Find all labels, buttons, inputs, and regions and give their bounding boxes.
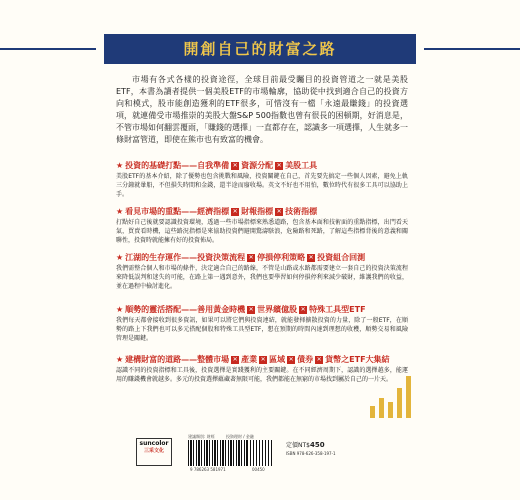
heading-part: 特殊工具型ETF <box>309 305 366 314</box>
heading-part: 善用黃金時機 <box>197 305 246 314</box>
cross-icon: ✕ <box>232 161 238 169</box>
cross-icon: ✕ <box>308 253 314 261</box>
section-heading: ★ 投資的基礎打點——自我準備 ✕ 資源分配 ✕ 美股工具 <box>116 161 318 170</box>
section-5 <box>116 354 408 384</box>
star-icon: ★ <box>116 253 124 262</box>
intro-paragraph: 市場有各式各樣的投資途徑，全球目前最受矚目的投資管道之一就是美股ETF，本書為讀者提供一個美股ETF的市場輪廓，協助從中找到適合自己的投資方向和模式，股市能創造獲利的ETF很多，可惜沒有一檔「永遠最賺錢」的投資選項，就連備受市場推崇的美股大盤S&P 500指數也曾有很長的困頓期，好消息是，不管市場如何翻雲覆雨，「賺錢的選擇」一直都存在，認識多一項選擇，人生就多一條財富管道，即使在熊市也有致富的機會。 <box>116 75 408 144</box>
heading-part: 資源分配 <box>241 161 274 170</box>
heading-part: 自我準備 <box>197 161 230 170</box>
heading-part: 投資組合回測 <box>317 253 366 262</box>
price-label: 定價NT$450 <box>286 441 325 449</box>
heading-part: 世界繽億股 <box>257 305 298 314</box>
decorative-bar <box>370 406 375 418</box>
isbn-text: ISBN 978-626-358-197-1 <box>286 451 336 456</box>
heading-part: 整體市場 <box>197 355 230 364</box>
cross-icon: ✕ <box>260 355 266 363</box>
decorative-bar <box>388 402 393 418</box>
cross-icon: ✕ <box>232 207 238 215</box>
publisher-logo: suncolor 三采文化 <box>136 438 172 466</box>
section-body: 我們每天都會接收到很多資訊，如果可以將它們與投資連結，就能發揮擴散投資的力量，除了一般ETF，在順勢的路上下我們也可以多元搭配個股和特殊工具型ETF，想在預期的時間內達到理想的收穫，順勢交易和風險管理是關鍵。 <box>116 317 408 342</box>
heading-part: 經濟指標 <box>197 207 230 216</box>
section-2 <box>116 206 408 245</box>
section-1 <box>116 160 408 199</box>
price-value: 450 <box>309 441 325 449</box>
barcode-number: 00450 <box>252 467 265 472</box>
title-rule-right <box>424 48 520 50</box>
heading-part: 美股工具 <box>285 161 318 170</box>
barcode-number: 9 786263 581971 <box>190 467 226 472</box>
barcode-category-label: 投資理財 / 金融 <box>226 434 254 439</box>
star-icon: ★ <box>116 305 124 314</box>
isbn-barcode <box>188 440 248 466</box>
heading-part: 投資決策流程 <box>197 253 246 262</box>
section-heading: ★ 順勢的靈活搭配——善用黃金時機 ✕ 世界繽億股 ✕ 特殊工具型ETF <box>116 305 366 314</box>
section-4 <box>116 304 408 343</box>
cross-icon: ✕ <box>276 161 282 169</box>
decorative-bar <box>406 376 411 418</box>
heading-part: 貨幣之ETF大集結 <box>325 355 390 364</box>
cross-icon: ✕ <box>288 355 294 363</box>
star-icon: ★ <box>116 161 124 170</box>
section-body: 打點好自己後就要認識投資環境，透過一些市場指標來熟悉道路，包含基本面和技術面的重點指標，出門看天氣，買賣看時機，這些路況指標是來協助投資們避開驚濤駭浪，危險路和死路，了解這些指標背後的意義和關聯性，投資時就能擁有好的投資佈局。 <box>116 219 408 244</box>
section-heading: ★ 建構財富的道路——整體市場 ✕ 產業 ✕ 區域 ✕ 債券 ✕ 貨幣之ETF大集結 <box>116 355 390 364</box>
section-3 <box>116 252 408 291</box>
heading-part: 技術指標 <box>285 207 318 216</box>
cross-icon: ✕ <box>248 253 254 261</box>
price-barcode <box>250 440 272 466</box>
heading-part: 債券 <box>297 355 314 364</box>
heading-part: 產業 <box>241 355 258 364</box>
cross-icon: ✕ <box>300 305 306 313</box>
barcode-category-label: 建議類別: 財經 <box>188 434 215 439</box>
cross-icon: ✕ <box>232 355 238 363</box>
heading-part: 停損停利策略 <box>257 253 306 262</box>
title-banner <box>104 34 416 64</box>
star-icon: ★ <box>116 207 124 216</box>
decorative-bar <box>379 398 384 418</box>
cross-icon: ✕ <box>316 355 322 363</box>
cross-icon: ✕ <box>276 207 282 215</box>
section-heading: ★ 看見市場的重點——經濟指標 ✕ 財報指標 ✕ 技術指標 <box>116 207 318 216</box>
title-rule-left <box>0 48 96 50</box>
star-icon: ★ <box>116 355 124 364</box>
cross-icon: ✕ <box>248 305 254 313</box>
section-body: 認識不同的投資指標和工具後，投資選擇是實踐獲利的主要關鍵。在不同經濟周期下，認識的選擇越多，能運用的賺錢機會就越多。多元的投資選擇蘊藏著無限可能，我們都能在無窮的市場找到屬於自己的一片天。 <box>116 367 408 383</box>
section-heading: ★ 江湖的生存運作——投資決策流程 ✕ 停損停利策略 ✕ 投資組合回測 <box>116 253 366 262</box>
heading-part: 財報指標 <box>241 207 274 216</box>
heading-part: 區域 <box>269 355 286 364</box>
decorative-bar <box>397 388 402 418</box>
section-body: 我們需整合個人和市場的條件，決定適合自己的路線，不管是山路或水路都需要建立一套自己的投資決策流程來降低誤判和迷失的可能，在路上第一遇到意外，我們也要學習如何停損停利來減少破財，維護我們的收益，並在過程中檢討進化。 <box>116 265 408 290</box>
page-title: 開創自己的財富之路 <box>183 40 337 58</box>
section-body: 美股ETF的基本介紹，除了優勢也包含挑戰和風險，投資關鍵在自己，首先要先搞定一些個人因素，避免上軌三分鐘就暈船，不但損失時間和金錢，還半途而廢收場。英文不好也不用怕，數位時代有很多工具可以協助上手。 <box>116 173 408 198</box>
